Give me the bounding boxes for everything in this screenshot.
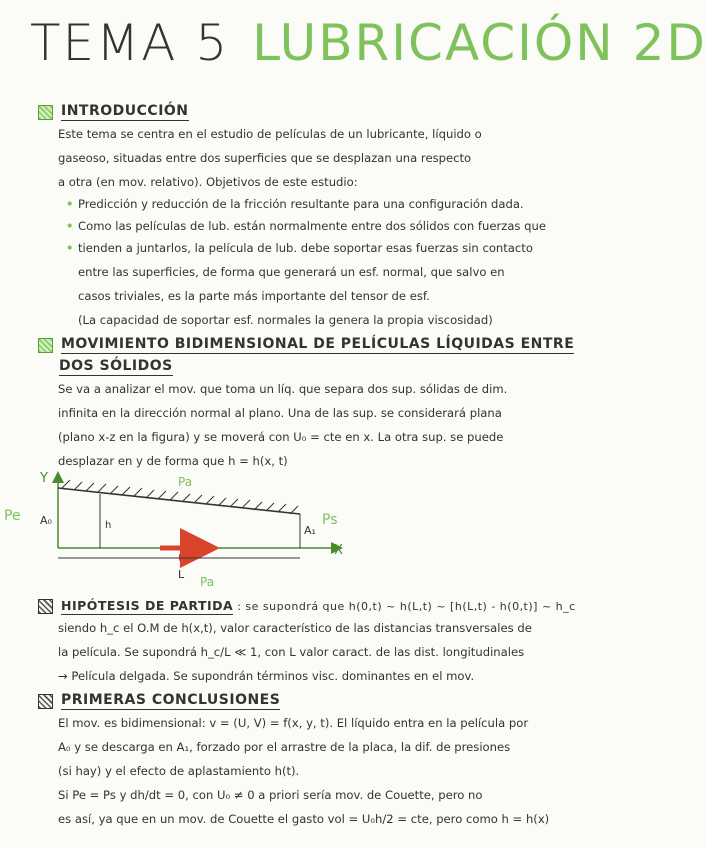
concl-line-4: Si Pe = Ps y dh/dt = 0, con U₀ ≠ 0 a priori sería mov. de Couette, pero no (58, 788, 483, 802)
hipotesis-line-1: siendo h_c el O.M de h(x,t), valor característico de las distancias transversales de (58, 621, 532, 635)
intro-section (38, 103, 588, 331)
conclusiones-heading-text: PRIMERAS CONCLUSIONES (61, 692, 281, 708)
intro-line-3: a otra (en mov. relativo). Objetivos de este estudio: (58, 175, 358, 189)
pa-bottom-label: Pa (200, 575, 215, 589)
hipotesis-heading (38, 598, 588, 615)
pa-top-label: Pa (178, 475, 193, 489)
hipotesis-line-2: la película. Se supondrá h_c/L ≪ 1, con L valor caract. de las dist. longitudinales (58, 645, 525, 659)
l-label: L (178, 568, 185, 581)
movimiento-heading-l2: DOS SÓLIDOS (59, 358, 173, 374)
checkbox-icon (38, 338, 53, 353)
a1-label: A₁ (304, 524, 316, 537)
u0-label: U₀ (178, 552, 191, 565)
mov-line-4: desplazar en y de forma que h = h(x, t) (58, 454, 288, 468)
checkbox-icon (38, 105, 53, 120)
conclusiones-heading (38, 692, 588, 710)
intro-heading-text: INTRODUCCIÓN (61, 103, 189, 119)
hipotesis-section (38, 598, 588, 687)
concl-line-3: (si hay) y el efecto de aplastamiento h(t). (58, 764, 300, 778)
concl-line-5: es así, ya que en un mov. de Couette el gasto vol = U₀h/2 = cte, pero como h = h(x) (58, 812, 550, 826)
intro-line-1: Este tema se centra en el estudio de películas de un lubricante, líquido o (58, 127, 482, 141)
mov-line-3: (plano x-z en la figura) y se moverá con U₀ = cte en x. La otra sup. se puede (58, 430, 504, 444)
checkbox-icon (38, 599, 53, 614)
intro-note: (La capacidad de soportar esf. normales la genera la propia viscosidad) (78, 313, 493, 327)
x-axis-label: X (334, 543, 343, 558)
y-axis-label: Y (40, 471, 48, 486)
intro-bullet-2-l2: • tienden a juntarlos, la película de lub. debe soportar esas fuerzas sin contacto (78, 237, 588, 259)
a0-label: A₀ (40, 514, 52, 527)
mov-line-2: infinita en la dirección normal al plano. Una de las sup. se considerará plana (58, 406, 502, 420)
h-label: h (105, 520, 112, 531)
conclusiones-section (38, 692, 588, 830)
hipotesis-line-3: → Película delgada. Se supondrán términos visc. dominantes en el mov. (58, 669, 475, 683)
intro-bullet-2-l1: • Como las películas de lub. están normalmente entre dos sólidos con fuerzas que (78, 215, 588, 237)
hipotesis-line-0: : se supondrá que h(0,t) ~ h(L,t) ~ [h(L,t) - h(0,t)] ~ h_c (237, 600, 576, 613)
intro-bullet-2-l3: entre las superficies, de forma que generará un esf. normal, que salvo en (78, 265, 505, 279)
intro-bullet-1: • Predicción y reducción de la fricción resultante para una configuración dada. (78, 193, 588, 215)
pe-label: Pe (4, 508, 21, 524)
hipotesis-heading-text: HIPÓTESIS DE PARTIDA (61, 598, 234, 613)
movimiento-heading-l1: MOVIMIENTO BIDIMENSIONAL DE PELÍCULAS LÍQUIDAS ENTRE (61, 336, 575, 352)
concl-line-2: A₀ y se descarga en A₁, forzado por el arrastre de la placa, la dif. de presiones (58, 740, 511, 754)
title-tema: TEMA 5 (30, 14, 230, 72)
film-diagram (0, 462, 600, 592)
title-topic: LUBRICACIÓN 2D (252, 14, 707, 72)
page-title (30, 14, 707, 72)
intro-bullet-2-l4: casos triviales, es la parte más importante del tensor de esf. (78, 289, 430, 303)
upper-surface (58, 488, 300, 514)
intro-heading (38, 103, 588, 121)
movimiento-section (38, 336, 588, 472)
concl-line-1: El mov. es bidimensional: v = (U, V) = f(x, y, t). El líquido entra en la película por (58, 716, 529, 730)
checkbox-icon (38, 694, 53, 709)
movimiento-heading-2 (59, 358, 588, 376)
ps-label: Ps (322, 512, 338, 528)
movimiento-heading (38, 336, 588, 354)
mov-line-1: Se va a analizar el mov. que toma un líq. que separa dos sup. sólidas de dim. (58, 382, 508, 396)
intro-line-2: gaseoso, situadas entre dos superficies que se desplazan una respecto (58, 151, 472, 165)
